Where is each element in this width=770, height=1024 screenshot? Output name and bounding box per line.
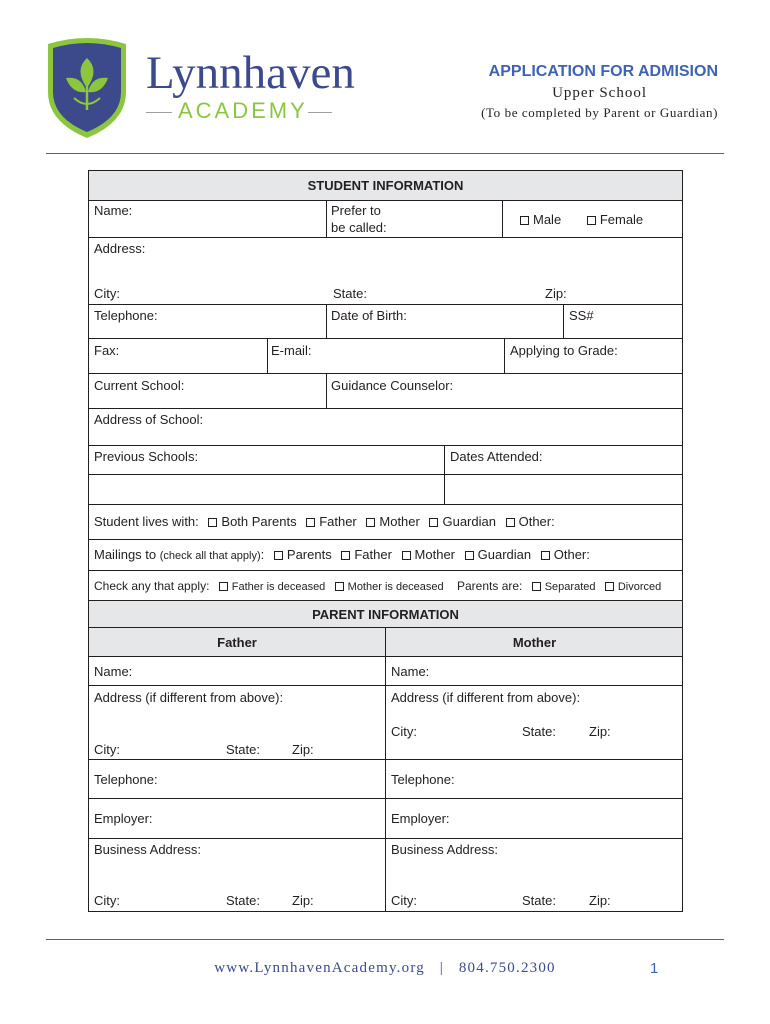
footer-text: www.LynnhavenAcademy.org | 804.750.2300 <box>214 960 556 976</box>
father-business-state-label: State: <box>226 893 260 908</box>
parent-section-title: PARENT INFORMATION <box>312 607 459 622</box>
father-address-label: Address (if different from above): <box>94 690 284 705</box>
mother-business-city-label: City: <box>391 893 417 908</box>
male-checkbox[interactable] <box>520 216 529 225</box>
row-line <box>89 504 682 505</box>
father-deceased-checkbox[interactable] <box>219 582 228 591</box>
address-label: Address: <box>94 241 146 256</box>
mother-name-label: Name: <box>391 664 430 679</box>
male-label: Male <box>533 212 562 227</box>
father-deceased-label: Father is deceased <box>231 581 326 593</box>
lives-both-label: Both Parents <box>221 514 297 529</box>
mail-parents-checkbox[interactable] <box>274 551 283 560</box>
mail-father-checkbox[interactable] <box>341 551 350 560</box>
row-line <box>89 338 682 339</box>
father-zip-label: Zip: <box>292 742 314 757</box>
state-label: State: <box>333 286 367 301</box>
page-number: 1 <box>650 960 659 977</box>
lives-guardian-label: Guardian <box>442 514 496 529</box>
mother-deceased-label: Mother is deceased <box>347 581 444 593</box>
mother-business-state-label: State: <box>522 893 556 908</box>
school-address-label: Address of School: <box>94 412 204 427</box>
row-line <box>89 474 682 475</box>
col-line <box>502 200 503 237</box>
grade-label: Applying to Grade: <box>510 343 618 358</box>
logo-divider-left <box>146 112 172 113</box>
form-title: APPLICATION FOR ADMISION <box>488 63 718 80</box>
father-name-label: Name: <box>94 664 133 679</box>
logo-divider-right <box>308 112 332 113</box>
female-checkbox[interactable] <box>587 216 596 225</box>
mailings-note: (check all that apply) <box>159 550 261 562</box>
mother-address-label: Address (if different from above): <box>391 690 581 705</box>
mother-deceased-checkbox[interactable] <box>335 582 344 591</box>
gender-options <box>520 212 643 228</box>
father-business-address-label: Business Address: <box>94 842 201 857</box>
mailings-label: Mailings to <box>94 547 157 562</box>
lives-other-label: Other: <box>518 514 555 529</box>
lives-with-row <box>94 514 555 530</box>
mother-telephone-label: Telephone: <box>391 772 455 787</box>
header-rule <box>46 153 724 154</box>
mail-parents-label: Parents <box>286 547 332 562</box>
mail-father-label: Father <box>354 547 392 562</box>
ss-label: SS# <box>569 308 594 323</box>
form-subtitle: Upper School <box>552 85 647 101</box>
mother-city-label: City: <box>391 724 417 739</box>
lives-father-checkbox[interactable] <box>306 518 315 527</box>
application-form <box>88 170 683 912</box>
mailings-colon: : <box>260 547 265 562</box>
divorced-label: Divorced <box>617 581 662 593</box>
prefer-label: Prefer to <box>331 203 381 218</box>
mail-guardian-label: Guardian <box>477 547 532 562</box>
col-line <box>267 338 268 373</box>
email-label: E-mail: <box>271 343 312 358</box>
col-line <box>504 338 505 373</box>
check-any-label: Check any that apply: <box>94 579 210 593</box>
academy-shield-logo <box>44 36 130 140</box>
col-line <box>326 304 327 338</box>
counselor-label: Guidance Counselor: <box>331 378 454 393</box>
row-line <box>89 373 682 374</box>
footer-rule <box>46 939 724 940</box>
previous-schools-label: Previous Schools: <box>94 449 199 464</box>
father-state-label: State: <box>226 742 260 757</box>
mail-mother-checkbox[interactable] <box>402 551 411 560</box>
separated-checkbox[interactable] <box>532 582 541 591</box>
dob-label: Date of Birth: <box>331 308 407 323</box>
row-line <box>89 304 682 305</box>
lives-mother-checkbox[interactable] <box>366 518 375 527</box>
prefer-label-2: be called: <box>331 220 387 235</box>
row-line <box>89 570 682 571</box>
row-line <box>89 539 682 540</box>
lives-both-checkbox[interactable] <box>208 518 217 527</box>
check-any-row <box>94 578 661 595</box>
parents-are-label: Parents are: <box>457 579 523 593</box>
col-line <box>385 627 386 912</box>
col-line <box>326 373 327 408</box>
mailings-row <box>94 547 590 564</box>
father-business-zip-label: Zip: <box>292 893 314 908</box>
lives-guardian-checkbox[interactable] <box>429 518 438 527</box>
father-business-city-label: City: <box>94 893 120 908</box>
row-line <box>89 600 682 601</box>
lives-with-label: Student lives with: <box>94 514 199 529</box>
mother-zip-label: Zip: <box>589 724 611 739</box>
mail-other-checkbox[interactable] <box>541 551 550 560</box>
telephone-label: Telephone: <box>94 308 158 323</box>
lives-mother-label: Mother <box>379 514 420 529</box>
mother-column-header: Mother <box>512 635 557 650</box>
name-label: Name: <box>94 203 133 218</box>
lives-other-checkbox[interactable] <box>506 518 515 527</box>
mail-guardian-checkbox[interactable] <box>465 551 474 560</box>
father-telephone-label: Telephone: <box>94 772 158 787</box>
mother-business-zip-label: Zip: <box>589 893 611 908</box>
dates-attended-label: Dates Attended: <box>450 449 543 464</box>
mother-state-label: State: <box>522 724 556 739</box>
col-line <box>444 445 445 504</box>
mother-employer-label: Employer: <box>391 811 450 826</box>
row-line <box>89 200 682 201</box>
current-school-label: Current School: <box>94 378 185 393</box>
mail-mother-label: Mother <box>414 547 456 562</box>
mother-business-address-label: Business Address: <box>391 842 498 857</box>
row-line <box>89 237 682 238</box>
col-line <box>326 200 327 237</box>
logo-wordmark: Lynnhaven <box>146 47 355 99</box>
row-line <box>89 408 682 409</box>
fax-label: Fax: <box>94 343 120 358</box>
col-line <box>563 304 564 338</box>
city-label: City: <box>94 286 120 301</box>
student-section-title: STUDENT INFORMATION <box>307 178 464 193</box>
form-note: (To be completed by Parent or Guardian) <box>481 105 718 120</box>
mail-other-label: Other: <box>553 547 590 562</box>
father-employer-label: Employer: <box>94 811 153 826</box>
lives-father-label: Father <box>319 514 357 529</box>
divorced-checkbox[interactable] <box>605 582 614 591</box>
female-label: Female <box>599 212 644 227</box>
row-line <box>89 445 682 446</box>
separated-label: Separated <box>544 581 596 593</box>
zip-label: Zip: <box>545 286 567 301</box>
logo-subtitle: ACADEMY <box>178 98 308 123</box>
father-column-header: Father <box>217 635 257 650</box>
father-city-label: City: <box>94 742 120 757</box>
